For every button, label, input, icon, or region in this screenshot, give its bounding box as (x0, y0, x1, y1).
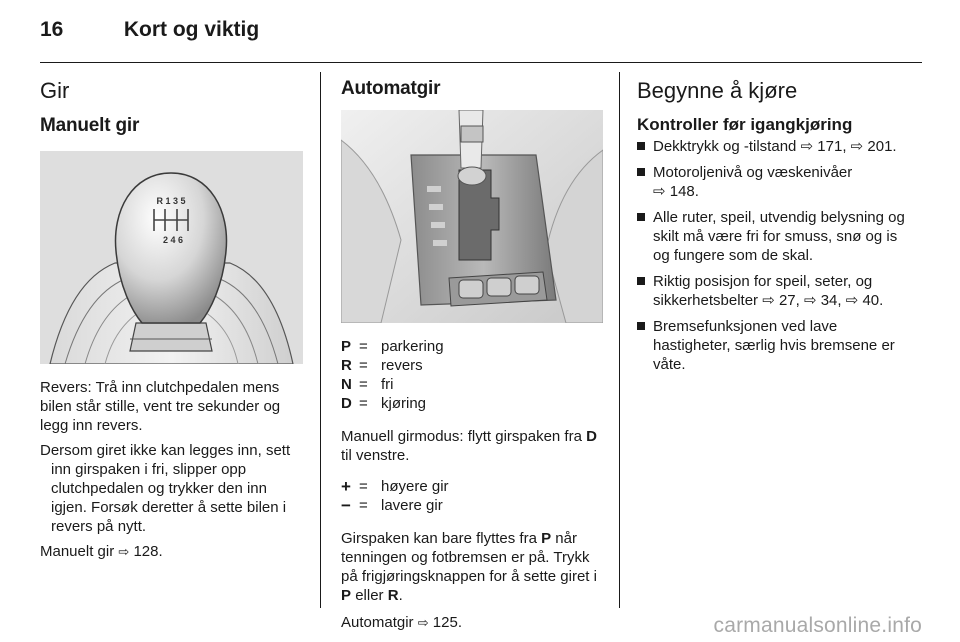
list-item-text: Motoroljenivå og væskenivåer (653, 164, 853, 181)
reference-page: 125. (432, 614, 462, 631)
legend-value-d: kjøring (381, 395, 427, 412)
legend-sep: = (359, 376, 368, 393)
list-item (637, 137, 907, 156)
page-title: Kort og viktig (123, 18, 260, 41)
subheading-checks: Kontroller før igangkjøring (637, 115, 853, 134)
legend-sep: = (359, 478, 368, 495)
bullet-icon (637, 322, 645, 330)
list-item (637, 208, 907, 265)
list-item-text: Bremsefunksjonen ved lave hastigheter, særlig hvis bremsene er våte. (653, 318, 895, 373)
legend-key-d: D (341, 395, 352, 412)
knob-bottom-labels: 2 4 6 (162, 235, 184, 245)
manual-mode-text: Manuell girmodus: flytt girspaken fra (341, 428, 582, 445)
subheading-manual-gear: Manuelt gir (40, 115, 140, 136)
reference-page: 128. (133, 543, 163, 560)
legend-sep: = (359, 395, 368, 412)
legend-value-minus: lavere gir (381, 497, 443, 514)
release-text-1: Girspaken kan bare flyttes fra (341, 530, 537, 547)
column-automatic (341, 77, 603, 638)
gear-position-legend (341, 337, 603, 413)
legend-sep: = (359, 338, 368, 355)
section-title-gir: Gir (40, 78, 70, 103)
reference-manual-gear[interactable] (40, 542, 305, 561)
list-item (637, 317, 907, 374)
list-item-text: Riktig posisjon for speil, seter, og sikkerhetsbelter (653, 273, 873, 309)
list-item-text: Alle ruter, speil, utvendig belysning og skilt må være fri for smuss, snø og is og fungere som de skal. (653, 209, 905, 264)
legend-key-n: N (341, 376, 352, 393)
arrow-icon: ⇨ (118, 544, 130, 559)
reference-text: Manuelt gir (40, 543, 115, 560)
reference-automatic[interactable] (341, 613, 603, 632)
legend-key-p: P (341, 338, 352, 355)
paragraph-retry: Dersom giret ikke kan legges inn, sett inn girspaken i fri, slipper opp clutchpedalen og trykker den inn igjen. Forsøk deretter å sette bilen i revers på nytt. (40, 442, 291, 535)
list-item (637, 163, 907, 201)
list-item (637, 272, 907, 310)
section-title-start: Begynne å kjøre (637, 78, 798, 103)
bullet-icon (637, 213, 645, 221)
release-key-p: P (541, 530, 552, 547)
bullet-icon (637, 142, 645, 150)
release-text-3: eller (355, 587, 384, 604)
column-start-driving (637, 76, 907, 381)
list-item-refs[interactable]: ⇨ 171, ⇨ 201. (800, 138, 897, 155)
manual-mode-key: D (586, 428, 597, 445)
subheading-automatic: Automatgir (341, 78, 441, 99)
release-key-r: R (387, 587, 399, 604)
release-key-p2: P (341, 587, 352, 604)
watermark: carmanualsonline.info (713, 614, 922, 637)
paragraph-reverse: Revers: Trå inn clutchpedalen mens bilen står stille, vent tre sekunder og legg inn revers. (40, 379, 281, 434)
plus-icon: + (341, 477, 351, 496)
check-list (637, 137, 907, 374)
page-number: 16 (40, 18, 64, 41)
legend-value-r: revers (381, 357, 423, 374)
legend-sep: = (359, 497, 368, 514)
bullet-icon (637, 277, 645, 285)
release-text-4: . (398, 587, 403, 604)
manual-gear-figure (40, 151, 303, 364)
list-item-refs[interactable]: ⇨ 27, ⇨ 34, ⇨ 40. (762, 292, 884, 309)
legend-sep: = (359, 357, 368, 374)
release-text-2: når tenningen og fotbremsen er på. Trykk på frigjøringsknappen for å sette giret i (341, 530, 597, 585)
list-item-text: Dekktrykk og -tilstand (653, 138, 797, 155)
legend-value-plus: høyere gir (381, 478, 449, 495)
manual-mode-text-end: til venstre. (341, 447, 410, 464)
header-rule (40, 62, 922, 63)
reference-text: Automatgir (341, 614, 414, 631)
legend-key-r: R (341, 357, 352, 374)
manual-mode-legend (341, 477, 603, 515)
legend-value-n: fri (381, 376, 394, 393)
page-header (40, 18, 259, 42)
arrow-icon: ⇨ (417, 615, 429, 630)
automatic-gear-selector-icon (341, 110, 603, 323)
column-divider-2 (619, 72, 620, 608)
automatic-gear-figure (341, 110, 603, 323)
legend-value-p: parkering (381, 338, 444, 355)
minus-icon: − (341, 496, 351, 515)
paragraph-manual-mode (341, 427, 603, 465)
manual-gear-knob-icon (40, 151, 303, 364)
column-manual-gear (40, 76, 305, 567)
paragraph-release (341, 529, 603, 605)
bullet-icon (637, 168, 645, 176)
list-item-refs[interactable]: ⇨ 148. (653, 183, 699, 200)
column-divider-1 (320, 72, 321, 608)
knob-top-labels: R 1 3 5 (156, 196, 186, 206)
